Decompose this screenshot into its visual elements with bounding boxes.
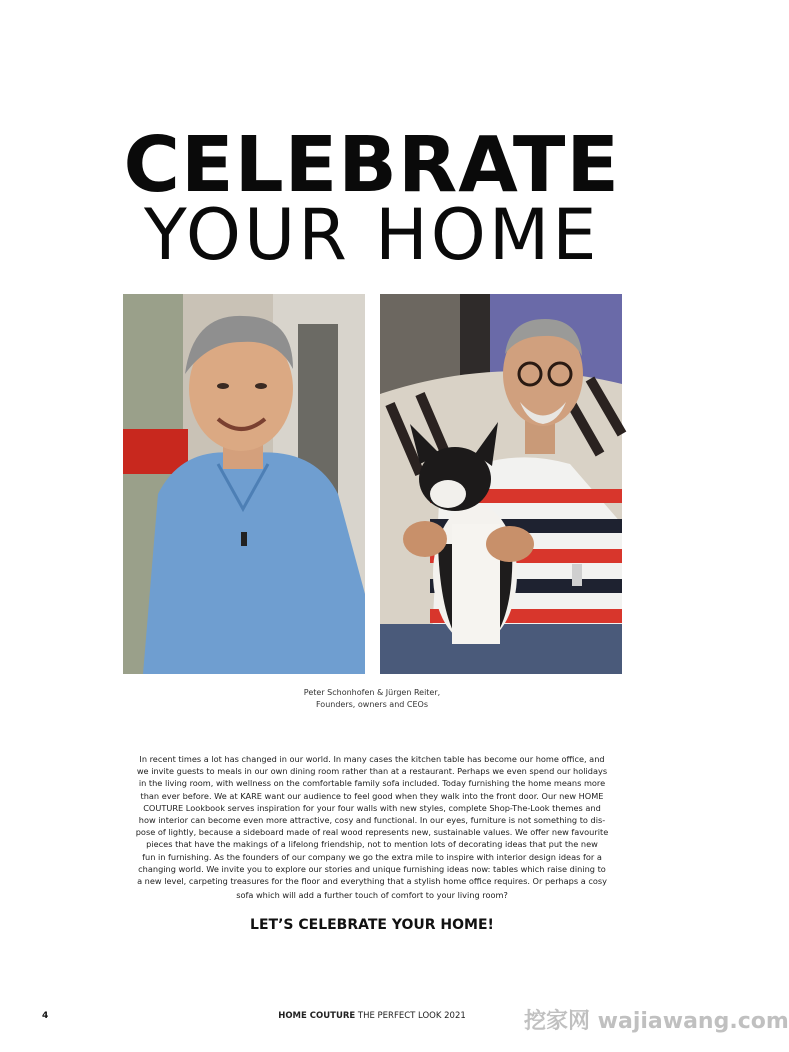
caption-line-2: Founders, owners and CEOs (315, 700, 429, 709)
site-watermark: 挖家网 wajiawang.com (524, 1009, 789, 1034)
footer-subtitle: THE PERFECT LOOK 2021 (355, 1011, 466, 1021)
intro-paragraph (122, 753, 622, 901)
closing-tagline: LET’S CELEBRATE YOUR HOME! (250, 917, 494, 933)
caption-line-1: Peter Schonhofen & Jürgen Reiter, (303, 688, 441, 697)
footer-running-title (200, 1011, 544, 1021)
body-line: pieces that have the makings of a lifelong friendship, not to mention lots of decorating ideas that put the new (146, 839, 598, 850)
body-line: sofa which will add a further touch of comfort to your living room? (236, 890, 508, 901)
body-line: fun in furnishing. As the founders of our company we go the extra mile to inspire with interior design ideas for a (142, 851, 602, 862)
body-line: in the living room, with wellness on the comfortable family sofa included. Today furnishing the home means more (138, 778, 606, 789)
body-line: we invite guests to meals in our own dining room rather than at a restaurant. Perhaps we even spend our holidays (136, 766, 608, 777)
footer-brand: HOME COUTURE (278, 1011, 356, 1021)
founder-photo-left (123, 294, 365, 674)
body-line: In recent times a lot has changed in our world. In many cases the kitchen table has become our home office, and (139, 754, 605, 764)
body-line: changing world. We invite you to explore our stories and unique furnishing ideas now: tables which raise dining to (138, 863, 606, 874)
body-line: COUTURE Lookbook serves inspiration for your four walls with new styles, complete Shop-The-Look themes and (143, 802, 601, 813)
body-line: how interior can become even more attractive, cosy and functional. In our eyes, furniture is not something to dis- (138, 815, 606, 826)
headline-line-2: YOUR HOME (144, 194, 600, 276)
body-line: than ever before. We at KARE want our audience to feel good when they walk into the front door. Our new HOME (140, 790, 604, 801)
headline-line-1: CELEBRATE (123, 121, 620, 210)
body-line: a new level, carpeting treasures for the floor and everything that a stylish home office requires. Or perhaps a cosy (137, 876, 607, 887)
photo-caption (120, 687, 624, 711)
founder-photo-right (380, 294, 622, 674)
body-line: pose of lightly, because a sideboard made of real wood represents new, sustainable values. We offer new favourite (135, 827, 609, 838)
page-number: 4 (42, 1011, 49, 1021)
